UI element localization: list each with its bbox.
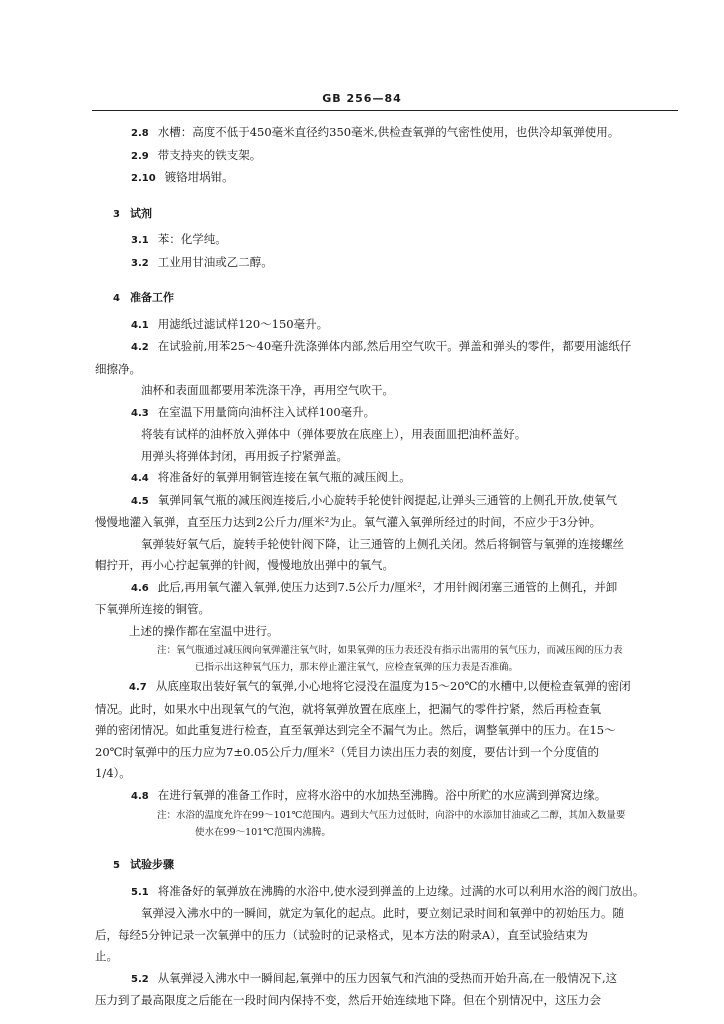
- clause-number: 2.10: [131, 173, 156, 184]
- text-line: 1/4）。: [95, 766, 131, 780]
- clause-number: 4.1: [131, 319, 149, 331]
- text-line: 压力到了最高限度之后能在一段时间内保持不变，然后开始连续地下降。但在个别情况中，这压力会: [95, 993, 601, 1007]
- text-line: 止。: [95, 949, 118, 963]
- clause-number: 2.8: [131, 128, 149, 139]
- text-line: 20℃时氧弹中的压力应为7±0.05公斤力/厘米²（凭目力读出压力表的刻度，要估计到一个分度值的: [95, 744, 600, 759]
- section-number: 5: [113, 860, 120, 871]
- clause-text: 氧弹同氧气瓶的减压阀连接后,小心旋转手轮使针阀提起,让弹头三通管的上侧孔开放,使氧气: [157, 492, 618, 507]
- text-line: 帽拧开，再小心拧起氧弹的针阀，慢慢地放出弹中的氧气。: [95, 558, 394, 572]
- clause-4-1: [95, 314, 685, 337]
- section-title: 准备工作: [129, 291, 174, 304]
- clause-number: 3.2: [131, 257, 149, 269]
- header-rule: [92, 110, 678, 111]
- text-line: 弹的密闭情况。如此重复进行检查，直至氧弹达到完全不漏气为止。然后，调整氧弹中的压力。在15～: [95, 723, 616, 737]
- note-line: 注：氧气瓶通过减压阀向氧弹灌注氧气时，如果氧弹的压力表还没有指示出需用的氧气压力，而减压阀的压力表: [157, 645, 623, 656]
- clause-number: 4.7: [129, 682, 147, 693]
- text-line: 下氧弹所连接的铜管。: [95, 602, 210, 616]
- section-title: 试剂: [129, 206, 152, 220]
- clause-4-6: [95, 577, 685, 600]
- section-number: 4: [113, 293, 120, 304]
- clause-text: 从氧弹浸入沸水中一瞬间起,氧弹中的压力因氧气和汽油的受热而开始升高,在一般情况下,这: [157, 970, 618, 985]
- clause-number: 4.4: [131, 473, 149, 484]
- clause-3-1: [95, 229, 685, 252]
- section-heading-3: [95, 203, 685, 226]
- clause-text: 水槽：高度不低于450毫米直径约350毫米,供检查氧弹的气密性使用，也供冷却氧弹使用。: [157, 125, 620, 139]
- clause-text: 苯：化学纯。: [157, 232, 227, 246]
- clause-number: 3.1: [131, 235, 149, 246]
- text-line: 油杯和表面皿都要用苯洗涤干净，再用空气吹干。: [141, 383, 394, 397]
- page-header: GB 256—84: [322, 92, 402, 105]
- text-line: 氧弹装好氧气后，旋转手轮使针阀下降，让三通管的上侧孔关闭。然后将铜管与氧弹的连接螺丝: [141, 536, 624, 551]
- section-heading-5: [95, 854, 685, 877]
- document-body: [95, 122, 685, 1012]
- clause-number: 4.2: [131, 342, 149, 353]
- section-heading-4: [95, 287, 685, 310]
- clause-text: 将准备好的氧弹用铜管连接在氧气瓶的减压阀上。: [157, 470, 411, 484]
- clause-4-2: [95, 336, 685, 359]
- clause-3-2: [95, 252, 685, 275]
- note-line: 使水在99～101℃范围内沸腾。: [195, 827, 331, 838]
- text-line: 将装有试样的油杯放入弹体中（弹体要放在底座上），用表面皿把油杯盖好。: [141, 427, 527, 441]
- clause-number: 4.8: [131, 790, 149, 802]
- text-line: 用弹头将弹体封闭，再用扳子拧紧弹盖。: [141, 448, 348, 463]
- clause-5-2: [95, 968, 685, 991]
- clause-text: 用滤纸过滤试样120～150毫升。: [157, 316, 329, 331]
- clause-4-7: [95, 676, 685, 699]
- note-line: 注：水浴的温度允许在99～101℃范围内。遇到大气压力过低时，向浴中的水添加甘油或乙二醇，其加入数量要: [157, 810, 626, 821]
- clause-text: 在进行氧弹的准备工作时，应将水浴中的水加热至沸腾。浴中所贮的水应满到弹窝边缘。: [157, 787, 607, 802]
- clause-number: 4.3: [131, 407, 149, 419]
- clause-4-8: [95, 785, 685, 808]
- clause-text: 在室温下用量筒向油杯注入试样100毫升。: [157, 404, 376, 419]
- clause-text: 工业用甘油或乙二醇。: [157, 254, 273, 269]
- clause-text: 将准备好的氧弹放在沸腾的水浴中,使水浸到弹盖的上边缘。过满的水可以利用水浴的阀门放出。: [157, 883, 645, 898]
- note-line: 已指示出这种氧气压力，那末停止灌注氧气，应检查氧弹的压力表是否准确。: [195, 662, 519, 673]
- clause-4-3: [95, 402, 685, 425]
- text-line: 细擦净。: [95, 361, 141, 376]
- text-line: 情况。此时，如果水中出现氧气的气泡，就将氧弹放置在底座上，把漏气的零件拧紧，然后再检查氧: [95, 701, 601, 716]
- section-number: 3: [113, 208, 120, 220]
- clause-text: 带支持夹的铁支架。: [157, 147, 262, 162]
- clause-text: 此后,再用氧气灌入氧弹,使压力达到7.5公斤力/厘米²，才用针阀闭塞三通管的上侧孔，并卸: [157, 579, 618, 594]
- clause-number: 5.2: [131, 973, 149, 985]
- clause-2-9: [95, 145, 685, 168]
- clause-4-4: [95, 467, 685, 490]
- clause-5-1: [95, 881, 685, 904]
- section-title: 试验步骤: [129, 858, 174, 871]
- clause-4-5: [95, 490, 685, 513]
- clause-text: 镀铬坩埚钳。: [164, 170, 234, 184]
- clause-text: 从底座取出装好氧气的氧弹,小心地将它浸没在温度为15～20℃的水槽中,以便检查氧弹的密闭: [155, 679, 631, 693]
- clause-2-8: [95, 122, 685, 145]
- text-line: 氧弹浸入沸水中的一瞬间，就定为氧化的起点。此时，要立刻记录时间和氧弹中的初始压力。随: [141, 906, 624, 920]
- text-line: 慢慢地灌入氧弹，直至压力达到2公斤力/厘米²为止。氧气灌入氧弹所经过的时间，不应少于3分钟。: [95, 515, 602, 529]
- clause-2-10: [95, 167, 685, 190]
- clause-text: 在试验前,用苯25～40毫升洗涤弹体内部,然后用空气吹干。弹盖和弹头的零件，都要用滤纸仔: [157, 339, 632, 353]
- clause-number: 5.1: [131, 886, 149, 898]
- text-line: 后，每经5分钟记录一次氧弹中的压力（试验时的记录格式，见本方法的附录A），直至试验结束为: [95, 927, 588, 942]
- clause-number: 4.5: [131, 495, 149, 507]
- clause-number: 4.6: [131, 582, 149, 594]
- text-line: 上述的操作都在室温中进行。: [129, 623, 279, 638]
- clause-number: 2.9: [131, 150, 149, 162]
